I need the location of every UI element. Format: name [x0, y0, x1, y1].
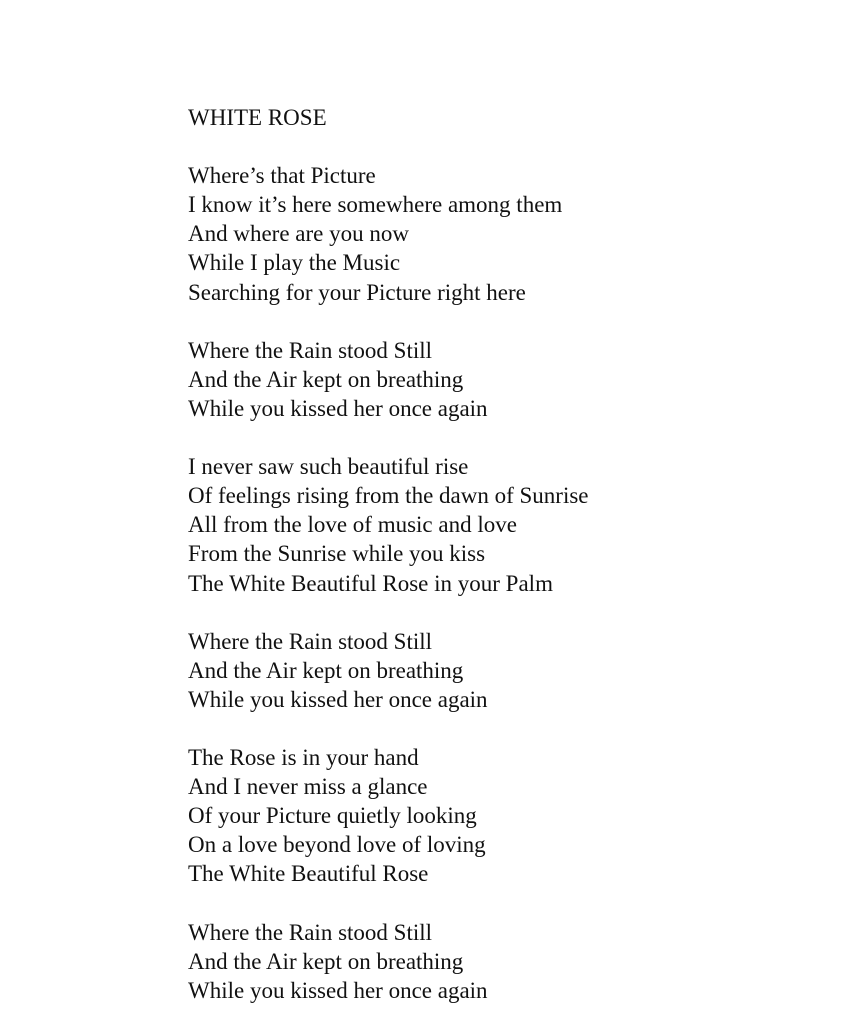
poem-title: WHITE ROSE	[188, 105, 327, 130]
stanza	[188, 452, 828, 597]
poem-line: And the Air kept on breathing	[188, 657, 464, 683]
poem-line: While you kissed her once again	[188, 977, 488, 1003]
poem-line: Where the Rain stood Still	[188, 628, 433, 654]
poem-line: While you kissed her once again	[188, 686, 488, 712]
stanza	[188, 743, 828, 888]
poem-line: All from the love of music and love	[188, 512, 517, 538]
poem-line: Where the Rain stood Still	[188, 337, 433, 363]
poem-line: From the Sunrise while you kiss	[188, 541, 486, 567]
chorus-stanza	[188, 918, 828, 1005]
stanza	[188, 161, 828, 306]
poem-line: The White Beautiful Rose in your Palm	[188, 570, 553, 596]
poem	[188, 103, 828, 1005]
poem-line: Of feelings rising from the dawn of Sunrise	[188, 483, 589, 509]
poem-line: The White Beautiful Rose	[188, 861, 429, 887]
poem-line: And where are you now	[188, 221, 409, 247]
chorus-stanza	[188, 336, 828, 423]
poem-line: And the Air kept on breathing	[188, 948, 464, 974]
chorus-stanza	[188, 627, 828, 714]
poem-line: On a love beyond love of loving	[188, 832, 486, 858]
poem-line: And the Air kept on breathing	[188, 366, 464, 392]
poem-line: Searching for your Picture right here	[188, 279, 526, 305]
poem-line: Of your Picture quietly looking	[188, 803, 477, 829]
poem-line: Where’s that Picture	[188, 163, 376, 189]
poem-line: I know it’s here somewhere among them	[188, 192, 563, 218]
poem-line: I never saw such beautiful rise	[188, 454, 469, 480]
poem-line: The Rose is in your hand	[188, 745, 419, 771]
poem-line: And I never miss a glance	[188, 774, 428, 800]
poem-line: While I play the Music	[188, 250, 401, 276]
poem-line: While you kissed her once again	[188, 395, 488, 421]
poem-line: Where the Rain stood Still	[188, 919, 433, 945]
